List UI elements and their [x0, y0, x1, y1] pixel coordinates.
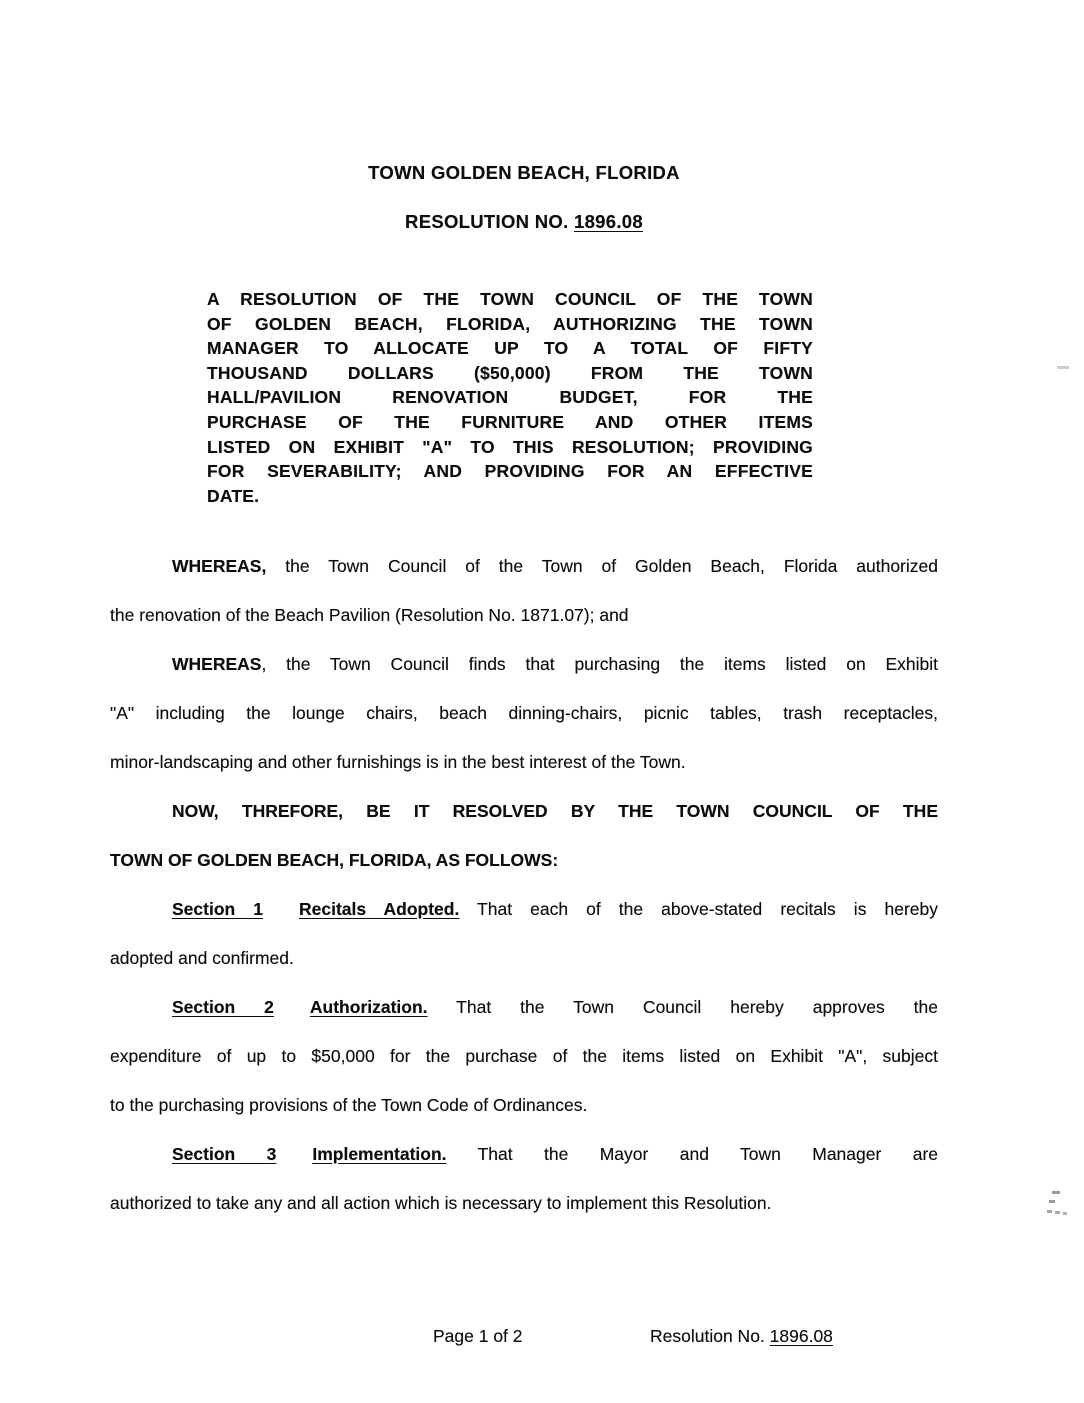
- section3-line1: [110, 1130, 938, 1179]
- footer-resolution-label: Resolution No.: [650, 1326, 770, 1346]
- scan-artifact: [1052, 1191, 1060, 1194]
- scan-artifact: [1049, 1200, 1055, 1203]
- resolution-label: RESOLUTION NO.: [405, 211, 574, 232]
- section2-heading: Authorization.: [309, 997, 428, 1017]
- section1-line1-text: That each of the above-stated recitals is hereby: [459, 899, 938, 919]
- resolved-clause-line2: TOWN OF GOLDEN BEACH, FLORIDA, AS FOLLOWS:: [110, 850, 559, 870]
- whereas2-line1-text: , the Town Council finds that purchasing the items listed on Exhibit: [261, 654, 938, 674]
- footer-resolution-number: [650, 1326, 833, 1347]
- footer-page-number: Page 1 of 2: [433, 1326, 523, 1346]
- section1-line2: adopted and confirmed.: [110, 948, 294, 968]
- block-line: THOUSAND DOLLARS ($50,000) FROM THE TOWN: [207, 362, 813, 383]
- whereas2-line2: "A" including the lounge chairs, beach dinning-chairs, picnic tables, trash receptacles,: [110, 703, 938, 723]
- scan-artifact: [1055, 1211, 1060, 1214]
- footer-resolution-value: 1896.08: [769, 1326, 833, 1346]
- section-gap: [263, 914, 299, 915]
- whereas1-line1-text: the Town Council of the Town of Golden Beach, Florida authorized: [266, 556, 938, 576]
- whereas2-lead: WHEREAS: [172, 654, 262, 674]
- scan-artifact: [1063, 1212, 1067, 1215]
- whereas1-line2: the renovation of the Beach Pavilion (Resolution No. 1871.07); and: [110, 605, 629, 625]
- section2-line1-text: That the Town Council hereby approves the: [427, 997, 938, 1017]
- resolution-summary-block: [207, 287, 813, 508]
- section3-number: Section 3: [172, 1144, 277, 1164]
- block-line: LISTED ON EXHIBIT "A" TO THIS RESOLUTION; PROVIDING: [207, 436, 813, 457]
- section2-line1: [110, 983, 938, 1032]
- whereas2-line1: [110, 640, 938, 689]
- whereas1-line1: [110, 542, 938, 591]
- section-gap: [276, 1159, 312, 1160]
- whereas1-lead: WHEREAS,: [172, 556, 267, 576]
- scan-artifact: [1047, 1210, 1052, 1213]
- section3-line2: authorized to take any and all action which is necessary to implement this Resolution.: [110, 1193, 772, 1213]
- section2-line2: expenditure of up to $50,000 for the purchase of the items listed on Exhibit "A", subject: [110, 1046, 938, 1066]
- block-line: FOR SEVERABILITY; AND PROVIDING FOR AN EFFECTIVE: [207, 461, 813, 482]
- block-line: MANAGER TO ALLOCATE UP TO A TOTAL OF FIFTY: [207, 338, 813, 359]
- resolution-number: 1896.08: [573, 211, 643, 232]
- section1-line1: [110, 885, 938, 934]
- block-line: PURCHASE OF THE FURNITURE AND OTHER ITEMS: [207, 411, 813, 432]
- resolution-number-heading: [110, 211, 938, 233]
- section-gap: [274, 1012, 310, 1013]
- resolved-clause-line1: NOW, THREFORE, BE IT RESOLVED BY THE TOWN COUNCIL OF THE: [172, 801, 938, 821]
- scan-artifact: [1057, 366, 1069, 369]
- block-line: A RESOLUTION OF THE TOWN COUNCIL OF THE TOWN: [207, 289, 813, 309]
- section1-heading: Recitals Adopted.: [298, 899, 460, 919]
- block-line: HALL/PAVILION RENOVATION BUDGET, FOR THE: [207, 387, 813, 408]
- section1-number: Section 1: [172, 899, 263, 919]
- section2-line3: to the purchasing provisions of the Town Code of Ordinances.: [110, 1095, 588, 1115]
- block-line: DATE.: [207, 485, 260, 506]
- document-body: [110, 542, 938, 1228]
- section3-line1-text: That the Mayor and Town Manager are: [446, 1144, 939, 1164]
- block-line: OF GOLDEN BEACH, FLORIDA, AUTHORIZING THE TOWN: [207, 313, 813, 334]
- section3-heading: Implementation.: [312, 1144, 447, 1164]
- section2-number: Section 2: [172, 997, 274, 1017]
- document-title: TOWN GOLDEN BEACH, FLORIDA: [368, 162, 680, 183]
- whereas2-line3: minor-landscaping and other furnishings is in the best interest of the Town.: [110, 752, 686, 772]
